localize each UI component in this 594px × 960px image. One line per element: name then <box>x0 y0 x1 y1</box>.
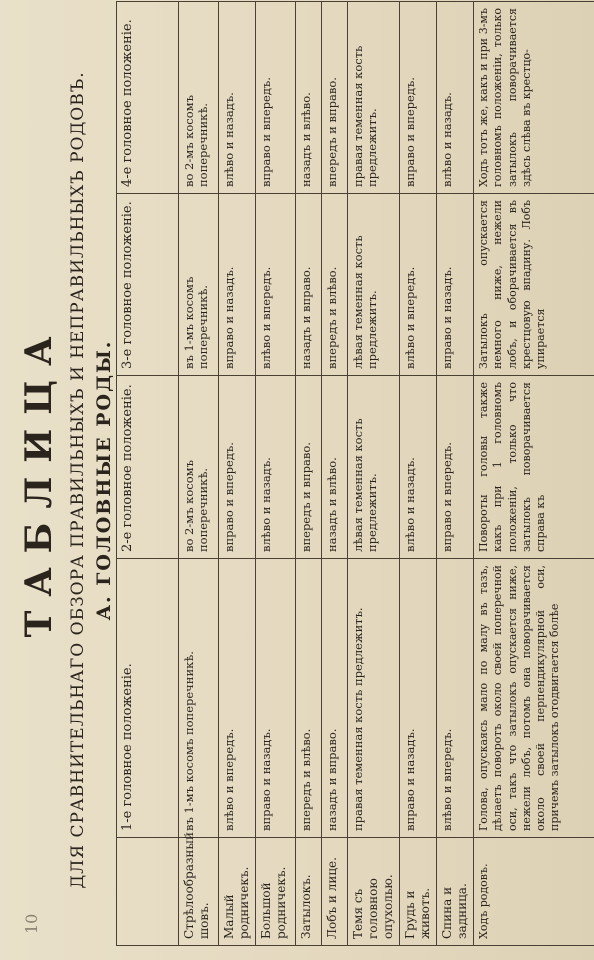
table-cell: въ 1-мъ косомъ поперечникѣ. <box>179 559 219 838</box>
table-row <box>348 2 400 946</box>
table-row <box>400 2 437 946</box>
table-cell: правая теменная кость предлежитъ. <box>348 559 400 838</box>
document-subtitle: ДЛЯ СРАВНИТЕЛЬНАГО ОБЗОРА ПРАВИЛЬНЫХЪ И НЕПРАВИЛЬНЫХЪ РОДОВЪ. <box>68 71 88 889</box>
row-label: Затылокъ. <box>296 838 322 946</box>
row-label: Лобъ и лице. <box>322 838 348 946</box>
header-cell: 3-е головное положеніе. <box>117 194 179 376</box>
row-label: Спина и задница. <box>437 838 474 946</box>
row-label: Малый родничекъ. <box>219 838 256 946</box>
table-cell: впередъ и вправо. <box>296 376 322 559</box>
header-cell: 4-е головное положеніе. <box>117 2 179 194</box>
table-cell: вправо и назадъ. <box>219 194 256 376</box>
table-cell: назадъ и влѣво. <box>296 2 322 194</box>
table-cell: вправо и впередъ. <box>256 2 296 194</box>
table-cell: во 2-мъ косомъ поперечникѣ. <box>179 2 219 194</box>
table-cell: Затылокъ опускается немного ниже, нежели лобъ, и оборачивается въ крестцовую впадину. Лобъ упирается <box>474 194 594 376</box>
header-cell-empty <box>117 838 179 946</box>
table-cell: вправо и назадъ. <box>437 194 474 376</box>
table-row <box>219 2 256 946</box>
table-cell: впередъ и влѣво. <box>296 559 322 838</box>
table-cell: во 2-мъ косомъ поперечникѣ. <box>179 376 219 559</box>
table-cell: Ходъ тотъ же, какъ и при 3-мъ головномъ положеніи, только затылокъ поворачивается здѣсь слѣва въ крестцо- <box>474 2 594 194</box>
table-cell: влѣво и впередъ. <box>400 194 437 376</box>
table-cell: влѣво и впередъ. <box>437 559 474 838</box>
table-cell: вправо и впередъ. <box>400 2 437 194</box>
table-cell: правая теменная кость предлежитъ. <box>348 2 400 194</box>
table-cell: Повороты головы также какъ при 1 головномъ положеніи, только что затылокъ поворачивается справа къ <box>474 376 594 559</box>
table-cell: лѣвая теменная кость предлежитъ. <box>348 194 400 376</box>
table-cell: вправо и впередъ. <box>219 376 256 559</box>
section-heading: А. ГОЛОВНЫЕ РОДЫ. <box>93 339 115 621</box>
table-cell: Голова, опускаясь мало по малу въ тазъ, дѣлаетъ поворотъ около своей поперечной оси, такъ что затылокъ опускается ниже, нежели лобъ, потомъ она поворачивается около своей перпендикулярной оси, причемъ затылокъ отодвигается болѣе <box>474 559 594 838</box>
table-row <box>322 2 348 946</box>
comparison-table <box>116 1 594 946</box>
row-label: Грудь и животъ. <box>400 838 437 946</box>
page-number: 10 <box>22 913 41 934</box>
table-cell: назадъ и влѣво. <box>322 376 348 559</box>
table-cell: впередъ и влѣво. <box>322 194 348 376</box>
table-row <box>256 2 296 946</box>
table-cell: влѣво и впередъ. <box>256 194 296 376</box>
row-label: Большой родничекъ. <box>256 838 296 946</box>
table-header-row <box>117 2 179 946</box>
table-row <box>179 2 219 946</box>
table-cell: лѣвая теменная кость предлежитъ. <box>348 376 400 559</box>
table-cell: вправо и назадъ. <box>400 559 437 838</box>
document-title: ТАБЛИЦА <box>18 322 60 638</box>
table-cell: влѣво и назадъ. <box>256 376 296 559</box>
table-row <box>474 2 594 946</box>
row-label: Стрѣлообразный шовъ. <box>179 838 219 946</box>
table-cell: назадъ и вправо. <box>322 559 348 838</box>
table-cell: въ 1-мъ косомъ поперечникѣ. <box>179 194 219 376</box>
table-cell: влѣво и впередъ. <box>219 559 256 838</box>
table-cell: вправо и впередъ. <box>437 376 474 559</box>
table-cell: влѣво и назадъ. <box>219 2 256 194</box>
header-cell: 2-е головное положеніе. <box>117 376 179 559</box>
table-cell: вправо и назадъ. <box>256 559 296 838</box>
row-label: Темя съ головною опухолью. <box>348 838 400 946</box>
table-cell: назадъ и вправо. <box>296 194 322 376</box>
table-cell: влѣво и назадъ. <box>400 376 437 559</box>
table-cell: впередъ и вправо. <box>322 2 348 194</box>
row-label: Ходъ родовъ. <box>474 838 594 946</box>
table-row <box>437 2 474 946</box>
table-cell: влѣво и назадъ. <box>437 2 474 194</box>
header-cell: 1-е головное положеніе. <box>117 559 179 838</box>
table-row <box>296 2 322 946</box>
